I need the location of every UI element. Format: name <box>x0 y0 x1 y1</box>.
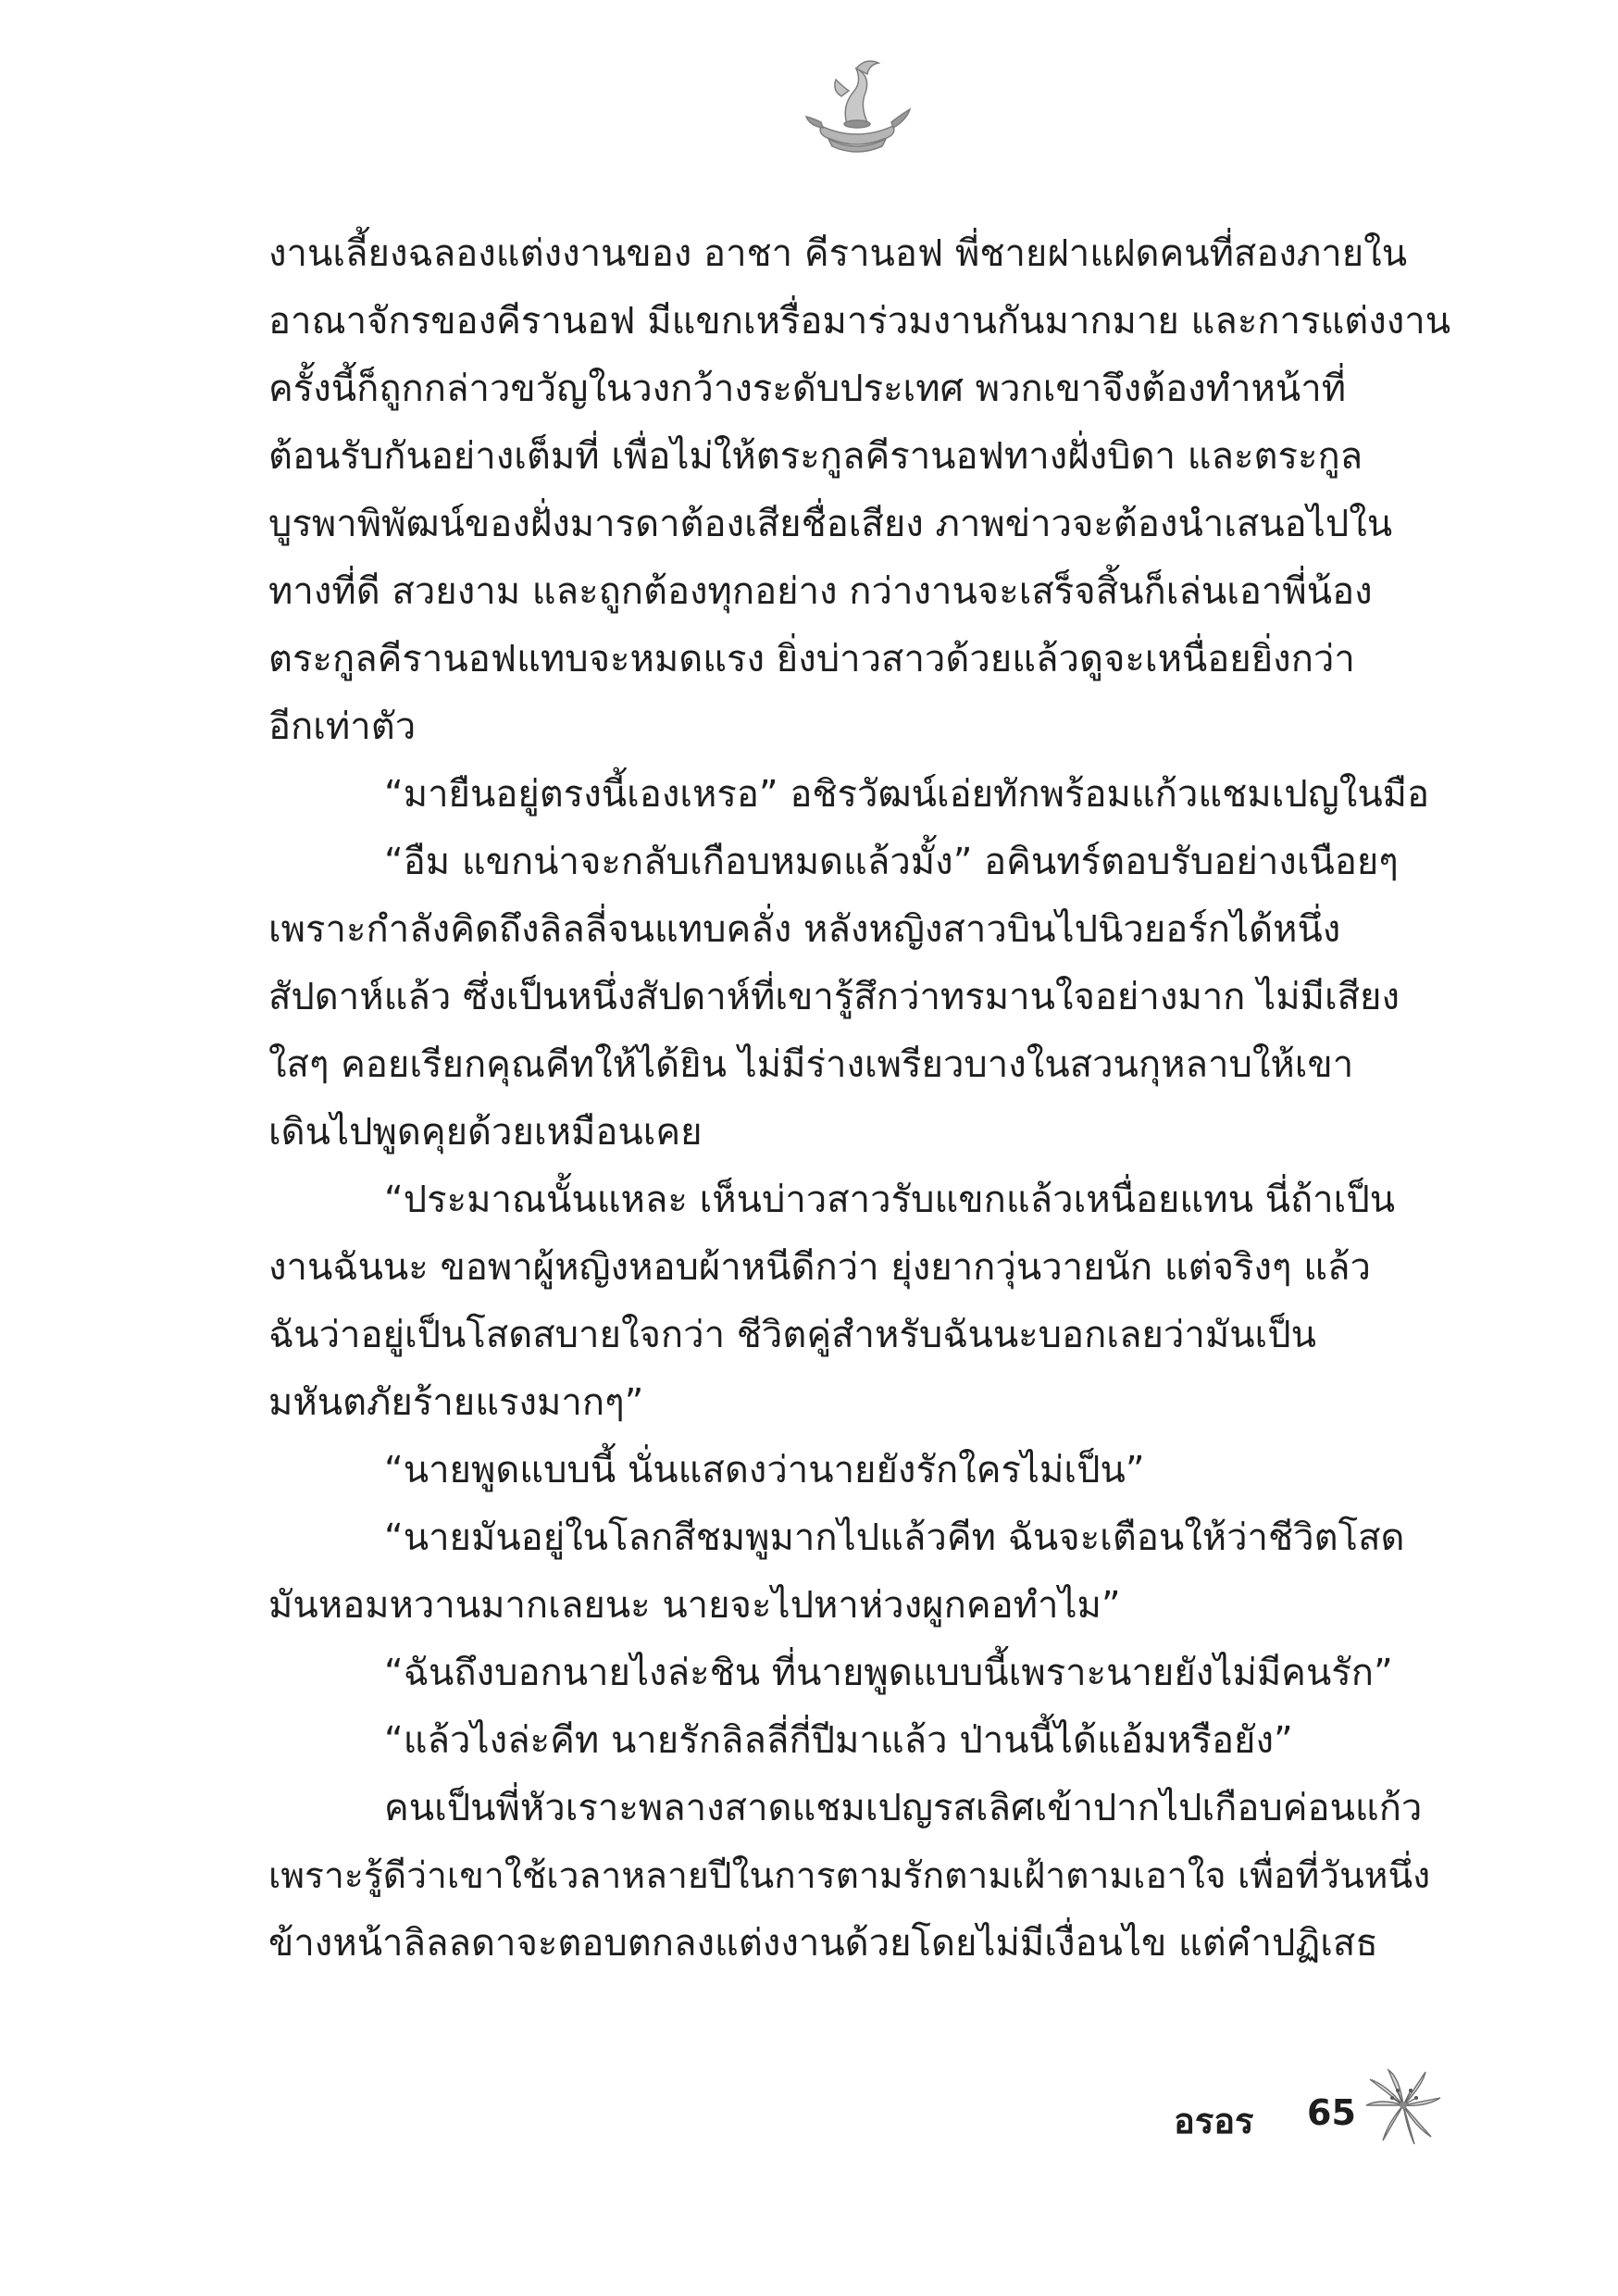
text-line: สัปดาห์แล้ว ซึ่งเป็นหนึ่งสัปดาห์ที่เขารู้สึกว่าทรมานใจอย่างมาก ไม่มีเสียง <box>268 976 1400 1018</box>
text-line: อีกเท่าตัว <box>268 705 417 748</box>
text-line: ใสๆ คอยเรียกคุณคีทให้ได้ยิน ไม่มีร่างเพรียวบางในสวนกุหลาบให้เขา <box>268 1043 1354 1086</box>
text-line: บูรพาพิพัฒน์ของฝั่งมารดาต้องเสียชื่อเสียง ภาพข่าวจะต้องนำเสนอไปใน <box>268 503 1393 545</box>
text-line: “แล้วไงล่ะคีท นายรักลิลลี่กี่ปีมาแล้ว ป่านนี้ได้แอ้มหรือยัง” <box>384 1719 1293 1762</box>
text-line: มันหอมหวานมากเลยนะ นายจะไปหาห่วงผูกคอทำไม” <box>268 1584 1121 1627</box>
text-line: “นายมันอยู่ในโลกสีชมพูมากไปแล้วคีท ฉันจะเตือนให้ว่าชีวิตโสด <box>384 1516 1405 1559</box>
text-line: “นายพูดแบบนี้ นั่นแสดงว่านายยังรักใครไม่เป็น” <box>384 1449 1145 1491</box>
text-line: ตระกูลคีรานอฟแทบจะหมดแรง ยิ่งบ่าวสาวด้วยแล้วดูจะเหนื่อยยิ่งกว่า <box>268 638 1355 680</box>
genie-lamp-icon <box>801 54 912 165</box>
text-line: เดินไปพูดคุยด้วยเหมือนเคย <box>268 1111 703 1154</box>
text-line: งานเลี้ยงฉลองแต่งงานของ อาชา คีรานอฟ พี่ชายฝาแฝดคนที่สองภายใน <box>268 232 1408 275</box>
body-text <box>268 220 1458 1978</box>
text-line: งานฉันนะ ขอพาผู้หญิงหอบผ้าหนีดีกว่า ยุ่งยากวุ่นวายนัก แต่จริงๆ แล้ว <box>268 1246 1371 1289</box>
text-line: “ประมาณนั้นแหละ เห็นบ่าวสาวรับแขกแล้วเหนื่อยแทน นี่ถ้าเป็น <box>384 1179 1396 1221</box>
text-line: ฉันว่าอยู่เป็นโสดสบายใจกว่า ชีวิตคู่สำหรับฉันนะบอกเลยว่ามันเป็น <box>268 1314 1316 1356</box>
text-line: เพราะกำลังคิดถึงลิลลี่จนแทบคลั่ง หลังหญิงสาวบินไปนิวยอร์กได้หนึ่ง <box>268 908 1341 951</box>
text-line: “มายืนอยู่ตรงนี้เองเหรอ” อชิรวัฒน์เอ่ยทักพร้อมแก้วแชมเปญในมือ <box>384 773 1430 816</box>
text-line: เพราะรู้ดีว่าเขาใช้เวลาหลายปีในการตามรักตามเฝ้าตามเอาใจ เพื่อที่วันหนึ่ง <box>268 1855 1431 1897</box>
book-title: อรอร <box>1174 2101 1254 2141</box>
page-number: 65 <box>1307 2092 1356 2133</box>
text-line: ต้อนรับกันอย่างเต็มที่ เพื่อไม่ให้ตระกูลคีรานอฟทางฝั่งบิดา และตระกูล <box>268 435 1363 478</box>
text-line: ทางที่ดี สวยงาม และถูกต้องทุกอย่าง กว่างานจะเสร็จสิ้นก็เล่นเอาพี่น้อง <box>268 570 1373 613</box>
text-line: อาณาจักรของคีรานอฟ มีแขกเหรื่อมาร่วมงานกันมากมาย และการแต่งงาน <box>268 300 1451 343</box>
text-line: “ฉันถึงบอกนายไงล่ะชิน ที่นายพูดแบบนี้เพราะนายยังไม่มีคนรัก” <box>384 1652 1393 1694</box>
text-line: “อืม แขกน่าจะกลับเกือบหมดแล้วมั้ง” อคินทร์ตอบรับอย่างเนือยๆ <box>384 841 1399 883</box>
text-line: ครั้งนี้ก็ถูกกล่าวขวัญในวงกว้างระดับประเทศ พวกเขาจึงต้องทำหน้าที่ <box>268 368 1347 410</box>
text-line: ข้างหน้าลิลลดาจะตอบตกลงแต่งงานด้วยโดยไม่มีเงื่อนไข แต่คำปฏิเสธ <box>268 1922 1378 1965</box>
text-line: คนเป็นพี่หัวเราะพลางสาดแชมเปญรสเลิศเข้าปากไปเกือบค่อนแก้ว <box>384 1787 1423 1829</box>
text-line: มหันตภัยร้ายแรงมากๆ” <box>268 1381 644 1424</box>
lily-flower-icon <box>1361 2063 1446 2148</box>
